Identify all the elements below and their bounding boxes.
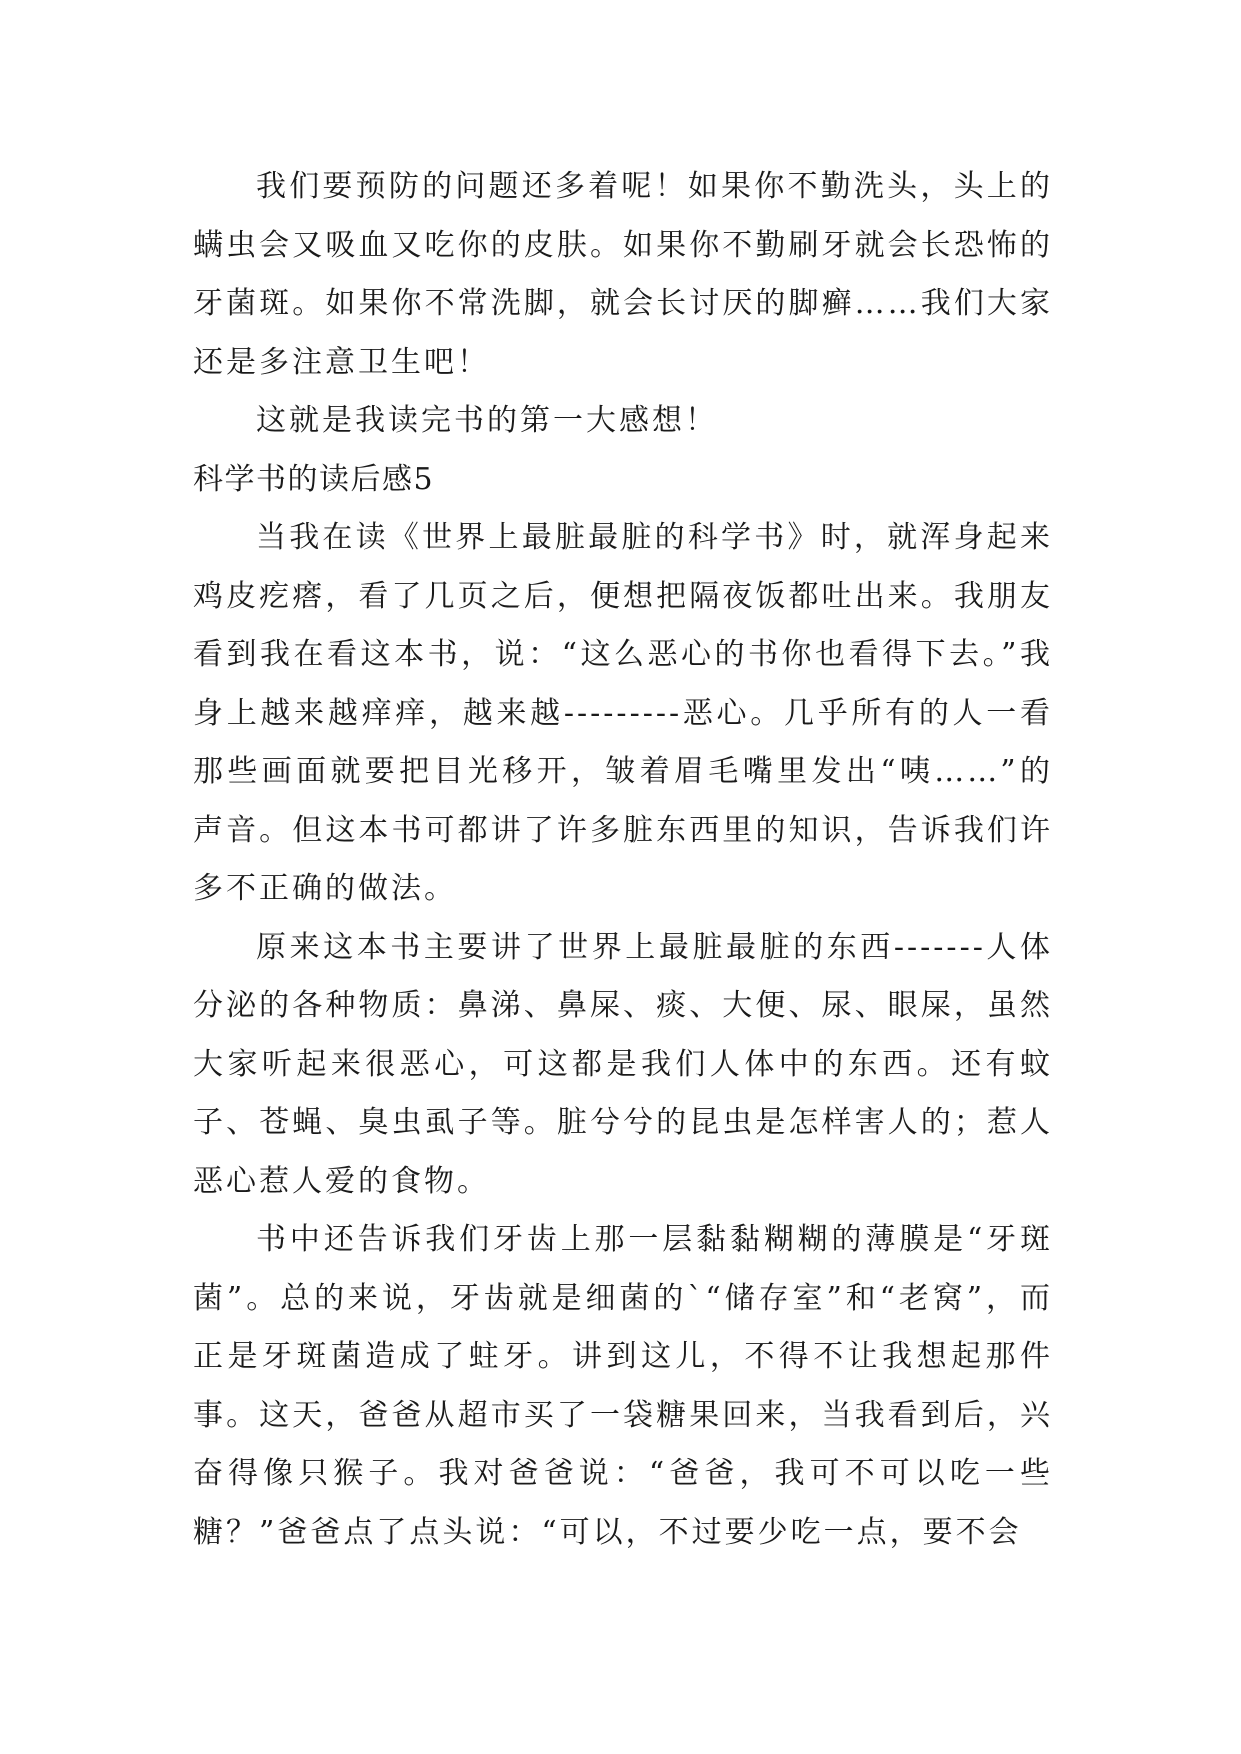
- paragraph-hygiene: 我们要预防的问题还多着呢！如果你不勤洗头，头上的螨虫会又吸血又吃你的皮肤。如果你不勤刷牙就会长恐怖的牙菌斑。如果你不常洗脚，就会长讨厌的脚癣……我们大家还是多注意卫生吧！: [193, 169, 1053, 380]
- section-title: 科学书的读后感5: [193, 461, 435, 497]
- paragraph-book-content: 原来这本书主要讲了世界上最脏最脏的东西-------人体分泌的各种物质：鼻涕、鼻屎、痰、大便、尿、眼屎，虽然大家听起来很恶心，可这都是我们人体中的东西。还有蚊子、苍蝇、臭虫虱子等。脏兮兮的昆虫是怎样害人的；惹人恶心惹人爱的食物。: [193, 929, 1053, 1199]
- paragraph-first-impression: 这就是我读完书的第一大感想！: [256, 403, 718, 438]
- paragraph-teeth: 书中还告诉我们牙齿上那一层黏黏糊糊的薄膜是“牙斑菌”。总的来说，牙齿就是细菌的`“储存室”和“老窝”，而正是牙斑菌造成了蛀牙。讲到这儿，不得不让我想起那件事。这天，爸爸从超市买了一袋糖果回来，当我看到后，兴奋得像只猴子。我对爸爸说：“爸爸，我可不可以吃一些糖？”爸爸点了点头说：“可以，不过要少吃一点，要不会: [193, 1222, 1053, 1550]
- document-body: [193, 158, 1053, 1562]
- paragraph-reading: 当我在读《世界上最脏最脏的科学书》时，就浑身起来鸡皮疙瘩，看了几页之后，便想把隔夜饭都吐出来。我朋友看到我在看这本书，说：“这么恶心的书你也看得下去。”我身上越来越痒痒，越来越---------恶心。几乎所有的人一看那些画面就要把目光移开，皱着眉毛嘴里发出“咦……”的声音。但这本书可都讲了许多脏东西里的知识，告诉我们许多不正确的做法。: [193, 520, 1053, 906]
